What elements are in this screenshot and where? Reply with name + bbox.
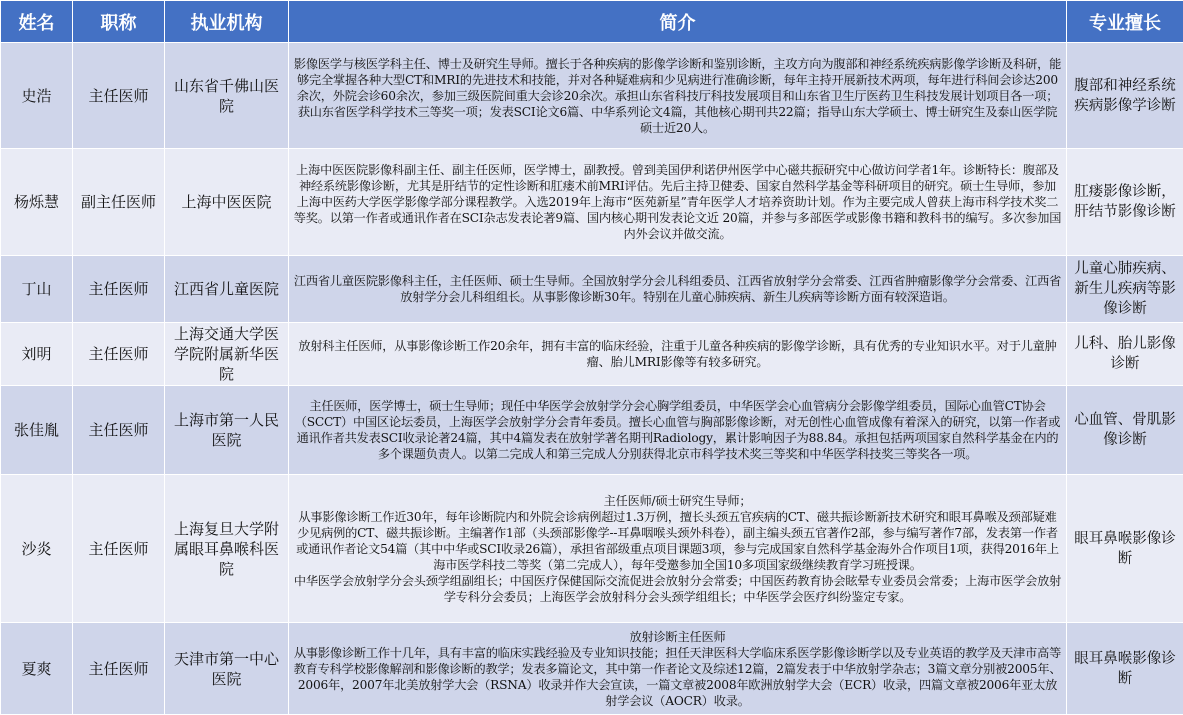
doctor-bio bbox=[289, 323, 1067, 386]
doctor-title: 主任医师 bbox=[73, 256, 165, 323]
doctor-title: 主任医师 bbox=[73, 43, 165, 149]
doctor-name: 杨烁慧 bbox=[1, 149, 73, 256]
doctor-specialty: 肛瘘影像诊断，肝结节影像诊断 bbox=[1067, 149, 1183, 256]
bio-paragraph: 主任医师，医学博士，硕士生导师；现任中华医学会放射学分会心胸学组委员，中华医学会心血管病分会影像学组委员，国际心血管CT协会（SCCT）中国区论坛委员，上海医学会放射学分会青年委员。擅长心血管与胸部影像诊断，对无创性心血管成像有着深入的研究，以第一作者或通讯作者共发表SCI收录论著24篇，其中4篇发表在放射学著名期刊Radiology，累计影响因子为88.84。承担包括两项国家自然科学基金在内的多个课题负责人。以第二完成人和第三完成人分别获得北京市科学技术奖三等奖和中华医学科技奖三等奖各一项。 bbox=[294, 399, 1061, 461]
doctor-bio bbox=[289, 475, 1067, 623]
doctor-specialty: 眼耳鼻喉影像诊断 bbox=[1067, 623, 1183, 715]
doctor-title: 主任医师 bbox=[73, 386, 165, 475]
bio-paragraph: 放射诊断主任医师 bbox=[629, 629, 726, 644]
doctor-specialty: 腹部和神经系统疾病影像学诊断 bbox=[1067, 43, 1183, 149]
doctor-name: 夏爽 bbox=[1, 623, 73, 715]
header-title: 职称 bbox=[73, 1, 165, 43]
doctor-title: 副主任医师 bbox=[73, 149, 165, 256]
header-name: 姓名 bbox=[1, 1, 73, 43]
doctor-bio bbox=[289, 43, 1067, 149]
doctor-specialty: 儿科、胎儿影像诊断 bbox=[1067, 323, 1183, 386]
table-row bbox=[1, 256, 1183, 323]
header-org: 执业机构 bbox=[165, 1, 289, 43]
doctor-specialty: 心血管、骨肌影像诊断 bbox=[1067, 386, 1183, 475]
table-row bbox=[1, 475, 1183, 623]
header-bio: 简介 bbox=[289, 1, 1067, 43]
table-row bbox=[1, 43, 1183, 149]
table-row bbox=[1, 323, 1183, 386]
doctor-org: 上海市第一人民医院 bbox=[165, 386, 289, 475]
bio-paragraph: 中华医学会放射学分会头颈学组副组长；中国医疗保健国际交流促进会放射分会常委；中国医药教育协会眩晕专业委员会常委；上海市医学会放射学专科分会委员；上海医学会放射科分会头颈学组组长；中华医学会医疗纠纷鉴定专家。 bbox=[293, 573, 1062, 604]
bio-paragraph: 江西省儿童医院影像科主任，主任医师、硕士生导师。全国放射学分会儿科组委员、江西省放射学分会常委、江西省肿瘤影像学分会常委、江西省放射学分会儿科组组长。从事影像诊断30年。特别在儿童心肺疾病、新生儿疾病等诊断方面有较深造诣。 bbox=[293, 274, 1062, 304]
doctor-org: 上海交通大学医学院附属新华医院 bbox=[165, 323, 289, 386]
table-row bbox=[1, 623, 1183, 715]
table-header-row bbox=[1, 1, 1183, 43]
doctor-name: 史浩 bbox=[1, 43, 73, 149]
bio-paragraph: 从事影像诊断工作近30年，每年诊断院内和外院会诊病例超过1.3万例，擅长头颈五官疾病的CT、磁共振诊断新技术研究和眼耳鼻喉及颈部疑难少见病例的CT、磁共振诊断。主编著作1部（头颈部影像学--耳鼻咽喉头颈外科卷），副主编头颈五官著作2部，参与编写著作7部，发表第一作者或通讯作者论文54篇（其中中华或SCI收录26篇），承担省部级重点项目课题3项，参与完成国家自然科学基金海外合作项目1项，获得2016年上海市医学科技二等奖（第二完成人），每年受邀参加全国10多项国家级继续教育学习班授课。 bbox=[296, 509, 1059, 572]
doctor-bio bbox=[289, 256, 1067, 323]
doctor-org: 山东省千佛山医院 bbox=[165, 43, 289, 149]
table-row bbox=[1, 386, 1183, 475]
doctor-org: 上海中医医院 bbox=[165, 149, 289, 256]
table-row bbox=[1, 149, 1183, 256]
doctor-title: 主任医师 bbox=[73, 475, 165, 623]
doctor-title: 主任医师 bbox=[73, 623, 165, 715]
bio-paragraph: 放射科主任医师，从事影像诊断工作20余年，拥有丰富的临床经验，注重于儿童各种疾病的影像学诊断，具有优秀的专业知识水平。对于儿童肿瘤、胎儿MRI影像等有较多研究。 bbox=[298, 339, 1057, 369]
doctor-specialty: 眼耳鼻喉影像诊断 bbox=[1067, 475, 1183, 623]
bio-paragraph: 影像医学与核医学科主任、博士及研究生导师。擅长于各种疾病的影像学诊断和鉴别诊断，主攻方向为腹部和神经系统疾病影像学诊断及科研，能够完全掌握各种大型CT和MRI的先进技术和技能，并对各种疑难病和少见病进行准确诊断，每年主持开展新技术两项，每年进行科间会诊达200余次，外院会诊60余次，参加三级医院间重大会诊20余次。承担山东省科技厅科技发展项目和山东省卫生厅医药卫生科技发展计划项目各一项；获山东省医学科学技术三等奖一项；发表SCI论文6篇、中华系列论文4篇，其他核心期刊共22篇；指导山东大学硕士、博士研究生及泰山医学院硕士近20人。 bbox=[293, 56, 1062, 135]
doctor-bio bbox=[289, 386, 1067, 475]
bio-paragraph: 主任医师/硕士研究生导师； bbox=[603, 493, 752, 508]
doctor-bio bbox=[289, 149, 1067, 256]
bio-paragraph: 从事影像诊断工作十几年，具有丰富的临床实践经验及专业知识技能；担任天津医科大学临床系医学影像诊断学以及专业英语的教学及天津市高等教育专科学校影像解剖和影像诊断的教学；发表多篇论文，其中第一作者论文及综述12篇，2篇发表于中华放射学杂志；3篇文章分别被2005年、2006年，2007年北美放射学大会（RSNA）收录并作大会宣读，一篇文章被2008年欧洲放射学大会（ECR）收录，四篇文章被2006年亚太放射学会议（AOCR）收录。 bbox=[293, 645, 1062, 708]
doctor-name: 沙炎 bbox=[1, 475, 73, 623]
doctor-name: 张佳胤 bbox=[1, 386, 73, 475]
bio-paragraph: 上海中医医院影像科副主任、副主任医师，医学博士，副教授。曾到美国伊利诺伊州医学中心磁共振研究中心做访问学者1年。诊断特长：腹部及神经系统影像诊断，尤其是肝结节的定性诊断和肛瘘术前MRI评估。先后主持卫健委、国家自然科学基金等科研项目的研究。硕士生导师，参加上海中医药大学医学影像学部分课程教学。入选2019年上海市“医苑新星”青年医学人才培养资助计划。作为主要完成人曾获上海市科学技术奖二等奖。以第一作者或通讯作者在SCI杂志发表论著9篇、国内核心期刊发表论文近 20篇，并参与多部医学或影像书籍和教科书的编写。多次参加国内外会议并做交流。 bbox=[293, 163, 1062, 241]
doctor-org: 江西省儿童医院 bbox=[165, 256, 289, 323]
header-specialty: 专业擅长 bbox=[1067, 1, 1183, 43]
doctor-bio bbox=[289, 623, 1067, 715]
doctor-org: 天津市第一中心医院 bbox=[165, 623, 289, 715]
doctor-title: 主任医师 bbox=[73, 323, 165, 386]
doctor-specialty: 儿童心肺疾病、新生儿疾病等影像诊断 bbox=[1067, 256, 1183, 323]
doctor-name: 丁山 bbox=[1, 256, 73, 323]
doctor-name: 刘明 bbox=[1, 323, 73, 386]
doctor-org: 上海复旦大学附属眼耳鼻喉科医院 bbox=[165, 475, 289, 623]
